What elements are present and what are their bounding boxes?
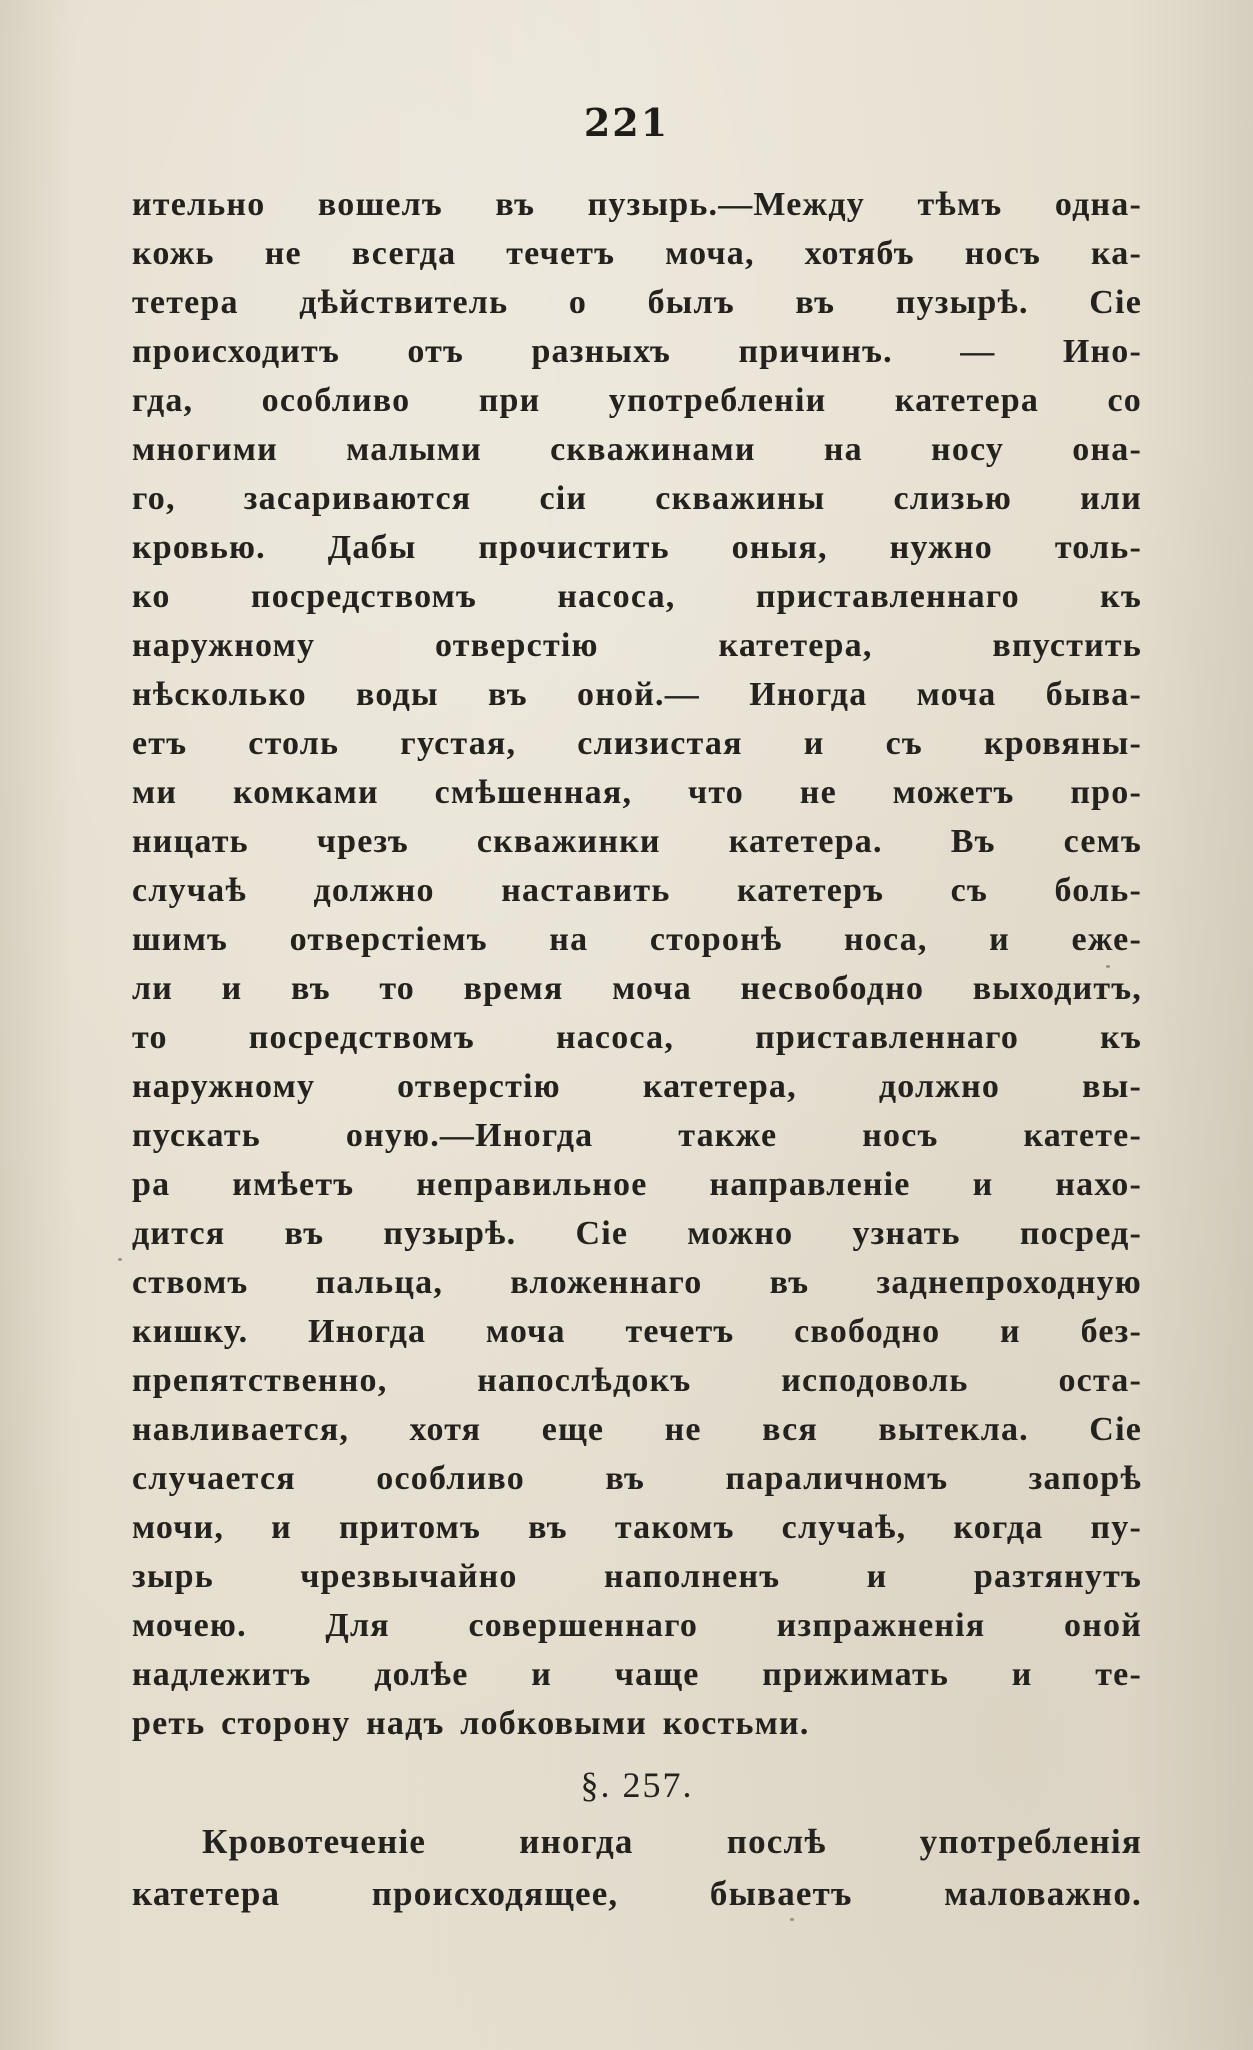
text-line: навливается, хотя еще не вся вытекла. Сіе [132, 1411, 1142, 1448]
page-number: 221 [583, 100, 670, 145]
text-line: зырь чрезвычайно наполненъ и разтянутъ [132, 1558, 1142, 1595]
paragraph-2 [132, 1816, 1142, 1920]
text-line: мочею. Для совершеннаго изпражненія оной [132, 1607, 1142, 1644]
text-line: гда, особливо при употребленіи катетера со [132, 382, 1142, 419]
text-line: пускать оную.—Иногда также носъ катете- [132, 1117, 1142, 1154]
text-line: етъ столь густая, слизистая и съ кровяны- [132, 725, 1142, 762]
text-line: ра имѣетъ неправильное направленіе и нахо- [132, 1166, 1142, 1203]
text-line: случаѣ должно наставить катетеръ съ боль- [132, 872, 1142, 909]
text-line: ствомъ пальца, вложеннаго въ заднепроходную [132, 1264, 1142, 1301]
paper-speck [118, 1258, 122, 1261]
paper-speck [790, 1918, 794, 1921]
text-line: Кровотеченіе иногда послѣ употребленія [202, 1822, 1142, 1861]
text-line: многими малыми скважинами на носу она- [132, 431, 1142, 468]
text-line: ницать чрезъ скважинки катетера. Въ семъ [132, 823, 1142, 860]
text-line: кожь не всегда течетъ моча, хотябъ носъ ка- [132, 235, 1142, 272]
text-line: то посредствомъ насоса, приставленнаго къ [132, 1019, 1142, 1056]
text-line: кровью. Дабы прочистить оныя, нужно толь- [132, 529, 1142, 566]
text-line: ли и въ то время моча несвободно выходитъ, [132, 970, 1142, 1007]
text-line: тетера дѣйствитель о былъ въ пузырѣ. Сіе [132, 284, 1142, 321]
text-line: препятственно, напослѣдокъ исподоволь оста- [132, 1362, 1142, 1399]
text-line: дится въ пузырѣ. Сіе можно узнать посред- [132, 1215, 1142, 1252]
text-line: надлежитъ долѣе и чаще прижимать и те- [132, 1656, 1142, 1693]
paragraph-1 [132, 180, 1142, 1748]
text-line: случается особливо въ параличномъ запорѣ [132, 1460, 1142, 1497]
text-line: наружному отверстію катетера, впустить [132, 627, 1142, 664]
text-line: наружному отверстію катетера, должно вы- [132, 1068, 1142, 1105]
text-line: ми комками смѣшенная, что не можетъ про- [132, 774, 1142, 811]
text-line: происходитъ отъ разныхъ причинъ. — Ино- [132, 333, 1142, 370]
text-line: кишку. Иногда моча течетъ свободно и без- [132, 1313, 1142, 1350]
text-line: го, засариваются сіи скважины слизью или [132, 480, 1142, 517]
text-line: ительно вошелъ въ пузырь.—Между тѣмъ одна- [132, 186, 1142, 223]
paper-speck [1106, 965, 1110, 968]
section-heading: §. 257. [580, 1765, 694, 1805]
text-line: нѣсколько воды въ оной.— Иногда моча быва- [132, 676, 1142, 713]
text-line: шимъ отверстіемъ на сторонѣ носа, и еже- [132, 921, 1142, 958]
text-line: катетера происходящее, бываетъ маловажно. [132, 1874, 1142, 1913]
text-line: реть сторону надъ лобковыми костьми. [132, 1705, 810, 1742]
body-text [132, 180, 1142, 1920]
text-line: мочи, и притомъ въ такомъ случаѣ, когда пу- [132, 1509, 1142, 1546]
text-line: ко посредствомъ насоса, приставленнаго къ [132, 578, 1142, 615]
